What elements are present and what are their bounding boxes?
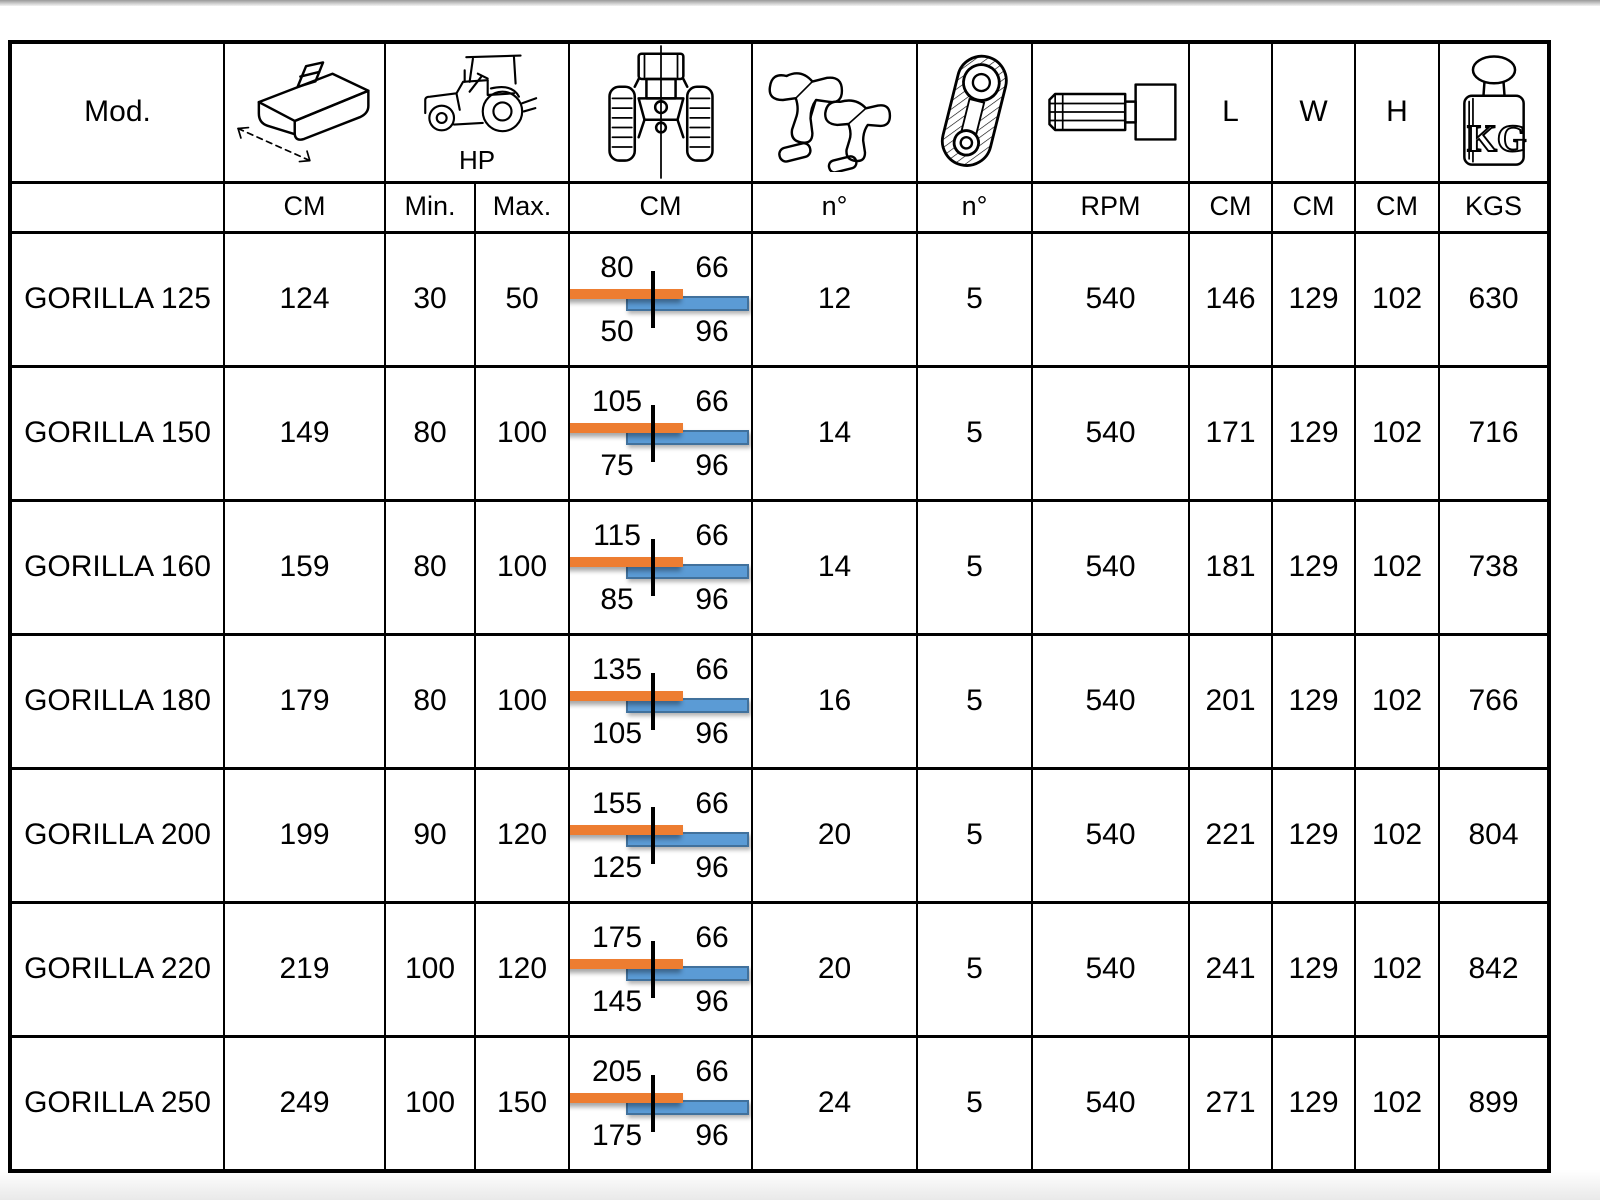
header-length-cell <box>1189 42 1272 182</box>
weight-cell: 738 <box>1439 500 1549 634</box>
cutting-width-cell: 179 <box>224 634 385 768</box>
offset-bottom-right-value: 96 <box>695 984 729 1018</box>
width-cell: 129 <box>1272 768 1355 902</box>
flails-count-cell: 20 <box>752 902 917 1036</box>
flails-count-cell: 24 <box>752 1036 917 1171</box>
offset-top-right-value: 66 <box>695 786 729 820</box>
offset-orange-bar <box>569 691 683 701</box>
hp-min-cell: 80 <box>385 366 475 500</box>
width-cell: 129 <box>1272 366 1355 500</box>
unit-width: CM <box>1272 182 1355 232</box>
hp-min-cell: 30 <box>385 232 475 366</box>
weight-cell: 899 <box>1439 1036 1549 1171</box>
pto-rpm-cell: 540 <box>1032 366 1189 500</box>
length-cell: 146 <box>1189 232 1272 366</box>
hp-max-cell: 120 <box>475 768 569 902</box>
offset-center-line <box>651 673 655 730</box>
offset-top-left-value: 175 <box>591 920 643 954</box>
length-cell: 201 <box>1189 634 1272 768</box>
hp-min-cell: 90 <box>385 768 475 902</box>
tractor-rear-icon <box>602 44 720 180</box>
offset-bottom-left-value: 50 <box>600 314 634 348</box>
length-cell: 221 <box>1189 768 1272 902</box>
width-cell: 129 <box>1272 232 1355 366</box>
offset-top-numbers <box>570 383 751 420</box>
table-row <box>10 902 1549 1036</box>
height-cell: 102 <box>1355 500 1439 634</box>
offset-top-right-value: 66 <box>695 250 729 284</box>
pto-shaft-icon <box>1040 73 1182 151</box>
cutting-width-cell: 249 <box>224 1036 385 1171</box>
offset-diagram <box>570 904 751 1035</box>
cutting-width-cell: 219 <box>224 902 385 1036</box>
unit-flails: n° <box>752 182 917 232</box>
unit-hp-max: Max. <box>475 182 569 232</box>
pto-rpm-cell: 540 <box>1032 768 1189 902</box>
offset-bars <box>570 554 751 581</box>
offset-bottom-left-value: 85 <box>600 582 634 616</box>
offset-bars <box>570 956 751 983</box>
model-cell: GORILLA 180 <box>10 634 224 768</box>
offset-center-line <box>651 1075 655 1132</box>
unit-offset: CM <box>569 182 752 232</box>
offset-bottom-right-value: 96 <box>695 582 729 616</box>
offset-top-right-value: 66 <box>695 652 729 686</box>
table-row <box>10 1036 1549 1171</box>
cutting-width-cell: 149 <box>224 366 385 500</box>
cutting-width-cell: 124 <box>224 232 385 366</box>
offset-bars <box>570 286 751 313</box>
offset-bars <box>570 1090 751 1117</box>
table-row <box>10 232 1549 366</box>
offset-center-line <box>651 271 655 328</box>
offset-orange-bar <box>569 825 683 835</box>
hp-min-cell: 100 <box>385 1036 475 1171</box>
hp-max-cell: 100 <box>475 366 569 500</box>
height-cell: 102 <box>1355 232 1439 366</box>
offset-diagram <box>570 368 751 499</box>
offset-bottom-numbers <box>570 983 751 1020</box>
weight-cell: 630 <box>1439 232 1549 366</box>
hp-min-cell: 100 <box>385 902 475 1036</box>
table-row <box>10 634 1549 768</box>
kg-icon-label: KG <box>1466 118 1527 161</box>
width-cell: 129 <box>1272 1036 1355 1171</box>
belts-count-cell: 5 <box>917 232 1032 366</box>
header-cutting-width-cell <box>224 42 385 182</box>
header-hp-cell <box>385 42 569 182</box>
table-row <box>10 500 1549 634</box>
table-row <box>10 366 1549 500</box>
offset-bottom-right-value: 96 <box>695 850 729 884</box>
offset-top-left-value: 205 <box>591 1054 643 1088</box>
offset-top-numbers <box>570 785 751 822</box>
length-cell: 171 <box>1189 366 1272 500</box>
offset-bottom-left-value: 145 <box>591 984 643 1018</box>
offset-bars <box>570 822 751 849</box>
offset-center-line <box>651 539 655 596</box>
header-width-cell <box>1272 42 1355 182</box>
mod-label: Mod. <box>84 95 151 128</box>
offset-top-numbers <box>570 249 751 286</box>
offset-diagram <box>570 502 751 633</box>
hp-max-cell: 100 <box>475 634 569 768</box>
unit-mod <box>10 182 224 232</box>
offset-diagram-cell <box>569 1036 752 1171</box>
height-cell: 102 <box>1355 1036 1439 1171</box>
pto-rpm-cell: 540 <box>1032 634 1189 768</box>
weight-cell: 716 <box>1439 366 1549 500</box>
offset-bottom-numbers <box>570 849 751 886</box>
offset-center-line <box>651 807 655 864</box>
offset-diagram <box>570 770 751 901</box>
header-belts-cell <box>917 42 1032 182</box>
cutting-width-cell: 159 <box>224 500 385 634</box>
offset-bottom-left-value: 175 <box>591 1118 643 1152</box>
offset-top-right-value: 66 <box>695 518 729 552</box>
table-row <box>10 768 1549 902</box>
offset-center-line <box>651 405 655 462</box>
unit-weight: KGS <box>1439 182 1549 232</box>
offset-top-numbers <box>570 651 751 688</box>
offset-bottom-left-value: 75 <box>600 448 634 482</box>
offset-diagram <box>570 234 751 365</box>
pto-rpm-cell: 540 <box>1032 1036 1189 1171</box>
scan-edge-top <box>0 0 1600 6</box>
hp-max-cell: 50 <box>475 232 569 366</box>
pto-rpm-cell: 540 <box>1032 232 1189 366</box>
flails-count-cell: 16 <box>752 634 917 768</box>
cutting-width-cell: 199 <box>224 768 385 902</box>
offset-center-line <box>651 941 655 998</box>
model-cell: GORILLA 220 <box>10 902 224 1036</box>
belts-count-cell: 5 <box>917 366 1032 500</box>
offset-top-right-value: 66 <box>695 1054 729 1088</box>
width-cell: 129 <box>1272 500 1355 634</box>
offset-top-left-value: 115 <box>593 518 641 552</box>
offset-bottom-left-value: 125 <box>591 850 643 884</box>
offset-orange-bar <box>569 557 683 567</box>
hp-label: HP <box>458 144 496 175</box>
length-cell: 271 <box>1189 1036 1272 1171</box>
offset-diagram <box>570 1038 751 1169</box>
offset-bottom-numbers <box>570 447 751 484</box>
offset-top-left-value: 155 <box>591 786 643 820</box>
offset-top-left-value: 135 <box>591 652 643 686</box>
gorilla-spec-table <box>8 40 1551 1173</box>
model-cell: GORILLA 250 <box>10 1036 224 1171</box>
offset-bottom-right-value: 96 <box>695 1118 729 1152</box>
offset-bars <box>570 688 751 715</box>
hp-max-cell: 150 <box>475 1036 569 1171</box>
unit-height: CM <box>1355 182 1439 232</box>
offset-top-numbers <box>570 517 751 554</box>
offset-top-numbers <box>570 919 751 956</box>
belts-count-cell: 5 <box>917 1036 1032 1171</box>
flail-mower-icon <box>225 53 385 171</box>
offset-diagram-cell <box>569 500 752 634</box>
hp-min-cell: 80 <box>385 500 475 634</box>
spec-table-body <box>10 232 1549 1171</box>
offset-bottom-numbers <box>570 715 751 752</box>
flail-hammer-icon <box>757 52 913 172</box>
model-cell: GORILLA 160 <box>10 500 224 634</box>
model-cell: GORILLA 125 <box>10 232 224 366</box>
height-cell: 102 <box>1355 902 1439 1036</box>
offset-diagram-cell <box>569 768 752 902</box>
width-cell: 129 <box>1272 634 1355 768</box>
tractor-side-icon <box>402 49 552 141</box>
offset-diagram-cell <box>569 366 752 500</box>
offset-orange-bar <box>569 1093 683 1103</box>
hp-min-cell: 80 <box>385 634 475 768</box>
unit-pto: RPM <box>1032 182 1189 232</box>
weight-kg-icon <box>1450 51 1538 173</box>
offset-top-left-value: 80 <box>600 250 634 284</box>
offset-diagram-cell <box>569 232 752 366</box>
offset-orange-bar <box>569 423 683 433</box>
belts-count-cell: 5 <box>917 768 1032 902</box>
width-label: W <box>1299 95 1328 128</box>
offset-bottom-right-value: 96 <box>695 448 729 482</box>
header-weight-cell <box>1439 42 1549 182</box>
unit-cutting-width: CM <box>224 182 385 232</box>
weight-cell: 766 <box>1439 634 1549 768</box>
length-cell: 241 <box>1189 902 1272 1036</box>
offset-bottom-numbers <box>570 1117 751 1154</box>
header-flails-cell <box>752 42 917 182</box>
flails-count-cell: 20 <box>752 768 917 902</box>
unit-length: CM <box>1189 182 1272 232</box>
belt-icon <box>937 48 1013 176</box>
units-row <box>10 182 1549 232</box>
header-offset-cell <box>569 42 752 182</box>
offset-bars <box>570 420 751 447</box>
width-cell: 129 <box>1272 902 1355 1036</box>
hp-max-cell: 120 <box>475 902 569 1036</box>
offset-top-right-value: 66 <box>695 384 729 418</box>
offset-bottom-numbers <box>570 313 751 350</box>
height-cell: 102 <box>1355 366 1439 500</box>
offset-bottom-right-value: 96 <box>695 716 729 750</box>
header-icon-row <box>10 42 1549 182</box>
offset-orange-bar <box>569 289 683 299</box>
belts-count-cell: 5 <box>917 902 1032 1036</box>
length-cell: 181 <box>1189 500 1272 634</box>
height-label: H <box>1386 95 1408 128</box>
offset-diagram-cell <box>569 902 752 1036</box>
header-pto-cell <box>1032 42 1189 182</box>
weight-cell: 804 <box>1439 768 1549 902</box>
offset-top-right-value: 66 <box>695 920 729 954</box>
offset-orange-bar <box>569 959 683 969</box>
pto-rpm-cell: 540 <box>1032 500 1189 634</box>
flails-count-cell: 14 <box>752 366 917 500</box>
unit-belts: n° <box>917 182 1032 232</box>
offset-diagram <box>570 636 751 767</box>
model-cell: GORILLA 150 <box>10 366 224 500</box>
unit-hp-min: Min. <box>385 182 475 232</box>
weight-cell: 842 <box>1439 902 1549 1036</box>
header-height-cell <box>1355 42 1439 182</box>
length-label: L <box>1222 95 1239 128</box>
belts-count-cell: 5 <box>917 634 1032 768</box>
offset-top-left-value: 105 <box>591 384 643 418</box>
flails-count-cell: 14 <box>752 500 917 634</box>
offset-diagram-cell <box>569 634 752 768</box>
offset-bottom-right-value: 96 <box>695 314 729 348</box>
offset-bottom-left-value: 105 <box>591 716 643 750</box>
hp-max-cell: 100 <box>475 500 569 634</box>
offset-bottom-numbers <box>570 581 751 618</box>
model-cell: GORILLA 200 <box>10 768 224 902</box>
height-cell: 102 <box>1355 768 1439 902</box>
flails-count-cell: 12 <box>752 232 917 366</box>
header-mod-cell <box>10 42 224 182</box>
pto-rpm-cell: 540 <box>1032 902 1189 1036</box>
scan-edge-bottom <box>0 1170 1600 1200</box>
height-cell: 102 <box>1355 634 1439 768</box>
belts-count-cell: 5 <box>917 500 1032 634</box>
offset-top-numbers <box>570 1053 751 1090</box>
